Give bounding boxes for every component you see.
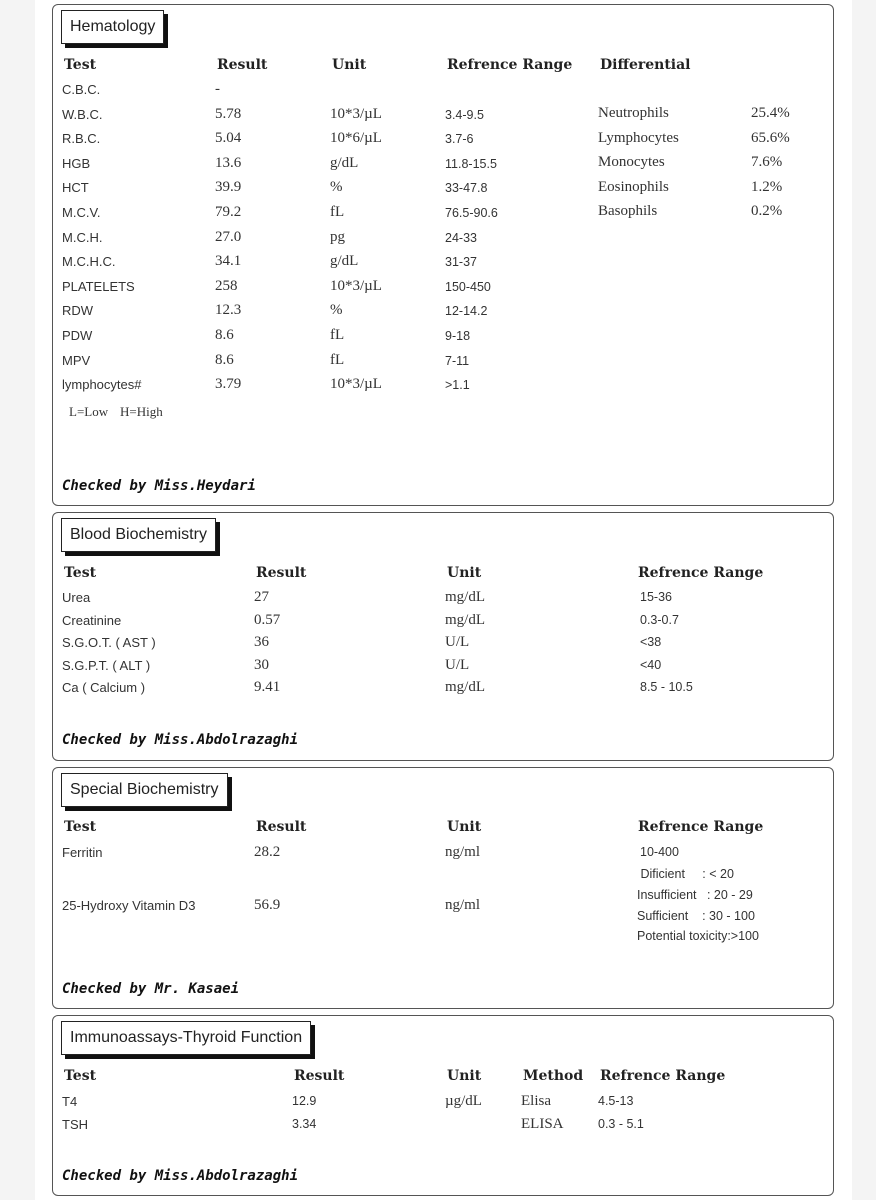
table-row-test: M.C.H.C.: [62, 254, 116, 270]
table-row-test: M.C.H.: [62, 229, 103, 245]
table-row-result: 0.57: [254, 611, 281, 628]
table-row-range: 3.7-6: [445, 132, 474, 147]
table-row-range: 31-37: [445, 255, 477, 270]
differential-value: 0.2%: [751, 203, 783, 220]
table-row-range: 15-36: [640, 590, 672, 604]
header-result: Result: [256, 819, 307, 835]
table-row-result: 13.6: [215, 154, 242, 171]
differential-name: Monocytes: [598, 154, 665, 171]
table-row-range: 150-450: [445, 279, 491, 294]
header-test: Test: [64, 1068, 97, 1084]
table-row-range: <40: [640, 657, 662, 672]
blood-biochemistry-section: [52, 512, 834, 761]
table-row-range: 7-11: [445, 353, 470, 368]
table-row-unit: U/L: [445, 634, 470, 651]
header-result: Result: [217, 57, 268, 73]
table-row-test: RDW: [62, 303, 94, 319]
table-row-result: 258: [215, 277, 238, 294]
header-unit: Unit: [447, 1068, 482, 1084]
header-method: Method: [523, 1068, 584, 1084]
table-row-test: HCT: [62, 180, 89, 196]
table-row-result: 39.9: [215, 179, 242, 196]
differential-name: Lymphocytes: [598, 129, 679, 146]
report-page: [35, 0, 852, 1200]
table-row-unit: fL: [330, 327, 345, 343]
header-range: Refrence Range: [447, 57, 573, 73]
table-row-unit: mg/dL: [445, 589, 485, 605]
table-row-unit: U/L: [445, 656, 470, 673]
table-row-test: S.G.P.T. ( ALT ): [62, 657, 151, 673]
ferritin-test: Ferritin: [62, 845, 103, 860]
table-row-range: 33-47.8: [445, 181, 488, 196]
header-range: Refrence Range: [638, 819, 764, 835]
header-unit: Unit: [332, 57, 367, 73]
table-row-result: 3.79: [215, 376, 242, 393]
special-biochemistry-title: Special Biochemistry: [61, 773, 228, 807]
table-row-result: 27: [254, 589, 269, 605]
header-test: Test: [64, 565, 97, 581]
header-range: Refrence Range: [638, 565, 764, 581]
table-row-range: >1.1: [445, 378, 470, 393]
table-row-range: 0.3 - 5.1: [598, 1116, 644, 1131]
header-unit: Unit: [447, 565, 482, 581]
table-row-test: PDW: [62, 328, 93, 343]
table-row-result: 30: [254, 656, 269, 673]
table-row-test: R.B.C.: [62, 131, 101, 147]
table-row-range: 8.5 - 10.5: [640, 680, 693, 695]
header-result: Result: [294, 1068, 345, 1084]
table-row-result: 79.2: [215, 204, 242, 220]
checked-by-label: Checked by Mr. Kasaei: [62, 981, 240, 997]
table-row-range: 11.8-15.5: [445, 156, 497, 171]
vitamin-d-range-sufficient: Sufficient : 30 - 100: [637, 909, 755, 923]
table-row-test: M.C.V.: [62, 205, 101, 220]
differential-value: 7.6%: [751, 154, 783, 171]
header-test: Test: [64, 819, 97, 835]
table-row-unit: %: [330, 302, 343, 319]
checked-by-label: Checked by Miss.Heydari: [62, 478, 256, 494]
table-row-unit: g/dL: [330, 154, 359, 171]
table-row-test: S.G.O.T. ( AST ): [62, 635, 156, 651]
special-biochemistry-section: [52, 767, 834, 1009]
vitamin-d-range-toxicity: Potential toxicity:>100: [637, 929, 759, 943]
ferritin-range: 10-400: [640, 845, 679, 859]
differential-value: 1.2%: [751, 178, 783, 195]
table-row-test: MPV: [62, 352, 91, 368]
table-row-range: 76.5-90.6: [445, 206, 498, 220]
checked-by-label: Checked by Miss.Abdolrazaghi: [62, 1168, 299, 1184]
table-row-unit: µg/dL: [445, 1093, 482, 1109]
vitamin-d-range-deficient: Dificient : < 20: [637, 867, 734, 881]
table-row-range: 24-33: [445, 230, 477, 245]
vitamin-d-result: 56.9: [254, 897, 281, 913]
table-row-range: <38: [640, 635, 662, 650]
thyroid-title: Immunoassays-Thyroid Function: [61, 1021, 311, 1055]
blood-biochemistry-title: Blood Biochemistry: [61, 518, 216, 552]
table-row-unit: g/dL: [330, 253, 359, 270]
table-row-result: 5.04: [215, 130, 242, 147]
table-row-result: 36: [254, 634, 269, 651]
table-row-result: 9.41: [254, 679, 281, 696]
legend-high: H=High: [120, 404, 163, 419]
table-row-test: PLATELETS: [62, 278, 135, 294]
table-row-unit: pg: [330, 228, 345, 245]
ferritin-result: 28.2: [254, 844, 281, 860]
thyroid-section: [52, 1015, 834, 1196]
table-row-result: 3.34: [292, 1116, 317, 1131]
table-row-result: 12.3: [215, 302, 242, 319]
table-row-test: T4: [62, 1094, 78, 1109]
table-row-test: W.B.C.: [62, 106, 103, 122]
table-row-unit: fL: [330, 204, 345, 220]
differential-name: Neutrophils: [598, 105, 669, 121]
table-row-test: HGB: [62, 155, 91, 171]
hematology-section: [52, 4, 834, 506]
table-row-result: 27.0: [215, 228, 242, 245]
differential-value: 25.4%: [751, 105, 790, 121]
table-row-range: 12-14.2: [445, 304, 488, 319]
header-range: Refrence Range: [600, 1068, 726, 1084]
checked-by-label: Checked by Miss.Abdolrazaghi: [62, 732, 299, 748]
table-row-result: 34.1: [215, 253, 242, 270]
vitamin-d-unit: ng/ml: [445, 897, 481, 913]
table-row-unit: %: [330, 179, 343, 196]
table-row-method: ELISA: [521, 1115, 564, 1132]
table-row-result: 12.9: [292, 1094, 317, 1108]
table-row-test: Creatinine: [62, 612, 122, 628]
table-row-result: 8.6: [215, 327, 234, 343]
table-row-method: Elisa: [521, 1093, 551, 1109]
table-row-test: TSH: [62, 1116, 88, 1132]
legend-low: L=Low: [69, 404, 109, 419]
table-row-unit: mg/dL: [445, 611, 485, 628]
header-test: Test: [64, 57, 97, 73]
header-differential: Differential: [600, 57, 691, 73]
table-row-range: 3.4-9.5: [445, 107, 484, 122]
table-row-range: 4.5-13: [598, 1094, 634, 1108]
header-unit: Unit: [447, 819, 482, 835]
table-row-test: C.B.C.: [62, 82, 101, 97]
table-row-result: 8.6: [215, 351, 234, 368]
table-row-unit: fL: [330, 351, 345, 368]
ferritin-unit: ng/ml: [445, 844, 481, 860]
vitamin-d-range-insufficient: Insufficient : 20 - 29: [637, 888, 753, 902]
table-row-unit: 10*3/µL: [330, 105, 382, 122]
table-row-test: Urea: [62, 590, 91, 605]
table-row-unit: mg/dL: [445, 679, 485, 696]
hematology-title: Hematology: [61, 10, 164, 44]
differential-name: Eosinophils: [598, 178, 669, 195]
header-result: Result: [256, 565, 307, 581]
table-row-range: 9-18: [445, 329, 471, 343]
vitamin-d-test: 25-Hydroxy Vitamin D3: [62, 898, 196, 913]
table-row-result: -: [215, 81, 220, 97]
differential-name: Basophils: [598, 203, 658, 220]
table-row-test: Ca ( Calcium ): [62, 680, 146, 696]
table-row-unit: 10*3/µL: [330, 277, 382, 294]
table-row-unit: 10*6/µL: [330, 130, 382, 147]
table-row-result: 5.78: [215, 105, 242, 122]
differential-value: 65.6%: [751, 129, 790, 146]
table-row-test: lymphocytes#: [62, 377, 142, 393]
table-row-unit: 10*3/µL: [330, 376, 382, 393]
table-row-range: 0.3-0.7: [640, 612, 679, 627]
